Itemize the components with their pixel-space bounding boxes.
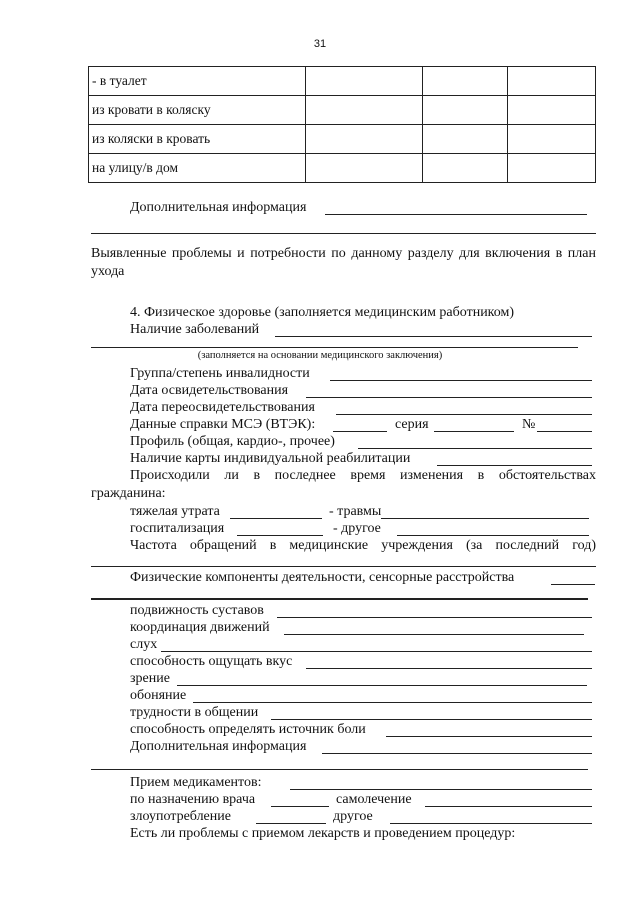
series-field[interactable] — [434, 431, 514, 432]
table-row — [89, 96, 596, 125]
taste-label: способность ощущать вкус — [130, 654, 293, 669]
trauma-label: - травмы — [329, 504, 382, 519]
table-row — [89, 154, 596, 183]
rehab-card-label: Наличие карты индивидуальной реабилитации — [130, 451, 411, 466]
changes-question: Происходили ли в последнее время изменения в обстоятельствах гражданина: — [91, 468, 596, 501]
physical-components-line2[interactable] — [91, 598, 588, 600]
page-number: 31 — [313, 38, 327, 50]
table-cell[interactable] — [306, 154, 423, 183]
joint-mobility-label: подвижность суставов — [130, 603, 264, 618]
medication-label: Прием медикаментов: — [130, 775, 262, 790]
joint-mobility-field[interactable] — [277, 617, 592, 618]
exam-date-field[interactable] — [306, 397, 592, 398]
hearing-label: слух — [130, 637, 158, 652]
additional-info2-line2[interactable] — [91, 769, 588, 770]
table-cell[interactable] — [508, 96, 596, 125]
mse-data-label: Данные справки МСЭ (ВТЭК): — [130, 417, 316, 432]
reexam-date-field[interactable] — [336, 414, 592, 415]
hospital-label: госпитализация — [130, 521, 225, 536]
reexam-date-label: Дата переосвидетельствования — [130, 400, 315, 415]
prescribed-label: по назначению врача — [130, 792, 256, 807]
table-cell[interactable] — [423, 67, 508, 96]
medication-field[interactable] — [290, 789, 592, 790]
coordination-label: координация движений — [130, 620, 270, 635]
med-problems-label: Есть ли проблемы с приемом лекарств и проведением процедур: — [130, 826, 516, 841]
physical-components-label: Физические компоненты деятельности, сенсорные расстройства — [130, 570, 515, 585]
profile-label: Профиль (общая, кардио-, прочее) — [130, 434, 335, 449]
table-cell-label: - в туалет — [89, 67, 306, 96]
rehab-card-field[interactable] — [437, 465, 592, 466]
problems-paragraph: Выявленные проблемы и потребности по данному разделу для включения в план ухода — [91, 246, 596, 279]
section-4-title: 4. Физическое здоровье (заполняется медицинским работником) — [130, 305, 515, 320]
table-cell[interactable] — [306, 96, 423, 125]
profile-field[interactable] — [358, 448, 592, 449]
smell-label: обоняние — [130, 688, 187, 703]
hospital-field[interactable] — [237, 535, 323, 536]
diseases-note: (заполняется на основании медицинского заключения) — [197, 350, 443, 361]
other-label: другое — [333, 809, 373, 824]
physical-components-field[interactable] — [551, 584, 595, 585]
table-cell-label: из коляски в кровать — [89, 125, 306, 154]
diseases-field[interactable] — [275, 336, 592, 337]
taste-field[interactable] — [306, 668, 592, 669]
table-cell[interactable] — [306, 125, 423, 154]
exam-date-label: Дата освидетельствования — [130, 383, 289, 398]
number-sign: № — [522, 417, 536, 432]
loss-field[interactable] — [230, 518, 322, 519]
number-field[interactable] — [537, 431, 592, 432]
communication-field[interactable] — [271, 719, 592, 720]
table-cell[interactable] — [508, 125, 596, 154]
frequency-label: Частота обращений в медицинские учреждения (за последний год) — [130, 538, 596, 553]
self-med-field[interactable] — [425, 806, 592, 807]
table-row — [89, 67, 596, 96]
abuse-label: злоупотребление — [130, 809, 231, 824]
table-cell[interactable] — [508, 67, 596, 96]
vision-field[interactable] — [177, 685, 587, 686]
self-med-label: самолечение — [336, 792, 412, 807]
pain-source-field[interactable] — [386, 736, 592, 737]
additional-info2-field[interactable] — [322, 753, 592, 754]
mse-data-field[interactable] — [333, 431, 387, 432]
table-cell-label: из кровати в коляску — [89, 96, 306, 125]
other-dash-label: - другое — [333, 521, 381, 536]
pain-source-label: способность определять источник боли — [130, 722, 366, 737]
frequency-field[interactable] — [91, 566, 596, 567]
diseases-label: Наличие заболеваний — [130, 322, 260, 337]
assistance-table — [88, 66, 596, 183]
smell-field[interactable] — [193, 702, 592, 703]
vision-label: зрение — [130, 671, 170, 686]
table-cell[interactable] — [508, 154, 596, 183]
hearing-field[interactable] — [161, 651, 592, 652]
loss-label: тяжелая утрата — [130, 504, 220, 519]
table-cell-label: на улицу/в дом — [89, 154, 306, 183]
coordination-field[interactable] — [284, 634, 584, 635]
disability-group-label: Группа/степень инвалидности — [130, 366, 310, 381]
table-cell[interactable] — [423, 96, 508, 125]
disability-group-field[interactable] — [330, 380, 592, 381]
communication-label: трудности в общении — [130, 705, 259, 720]
abuse-field[interactable] — [256, 823, 326, 824]
other-field[interactable] — [390, 823, 592, 824]
series-label: серия — [395, 417, 429, 432]
table-cell[interactable] — [423, 154, 508, 183]
additional-info2-label: Дополнительная информация — [130, 739, 307, 754]
prescribed-field[interactable] — [271, 806, 329, 807]
table-row — [89, 125, 596, 154]
table-cell[interactable] — [423, 125, 508, 154]
trauma-field[interactable] — [381, 518, 589, 519]
other-dash-field[interactable] — [397, 535, 589, 536]
additional-info-label: Дополнительная информация — [130, 200, 307, 215]
additional-info-field[interactable] — [325, 214, 587, 215]
table-cell[interactable] — [306, 67, 423, 96]
diseases-line2[interactable] — [91, 347, 578, 348]
additional-info-line2[interactable] — [91, 233, 596, 234]
